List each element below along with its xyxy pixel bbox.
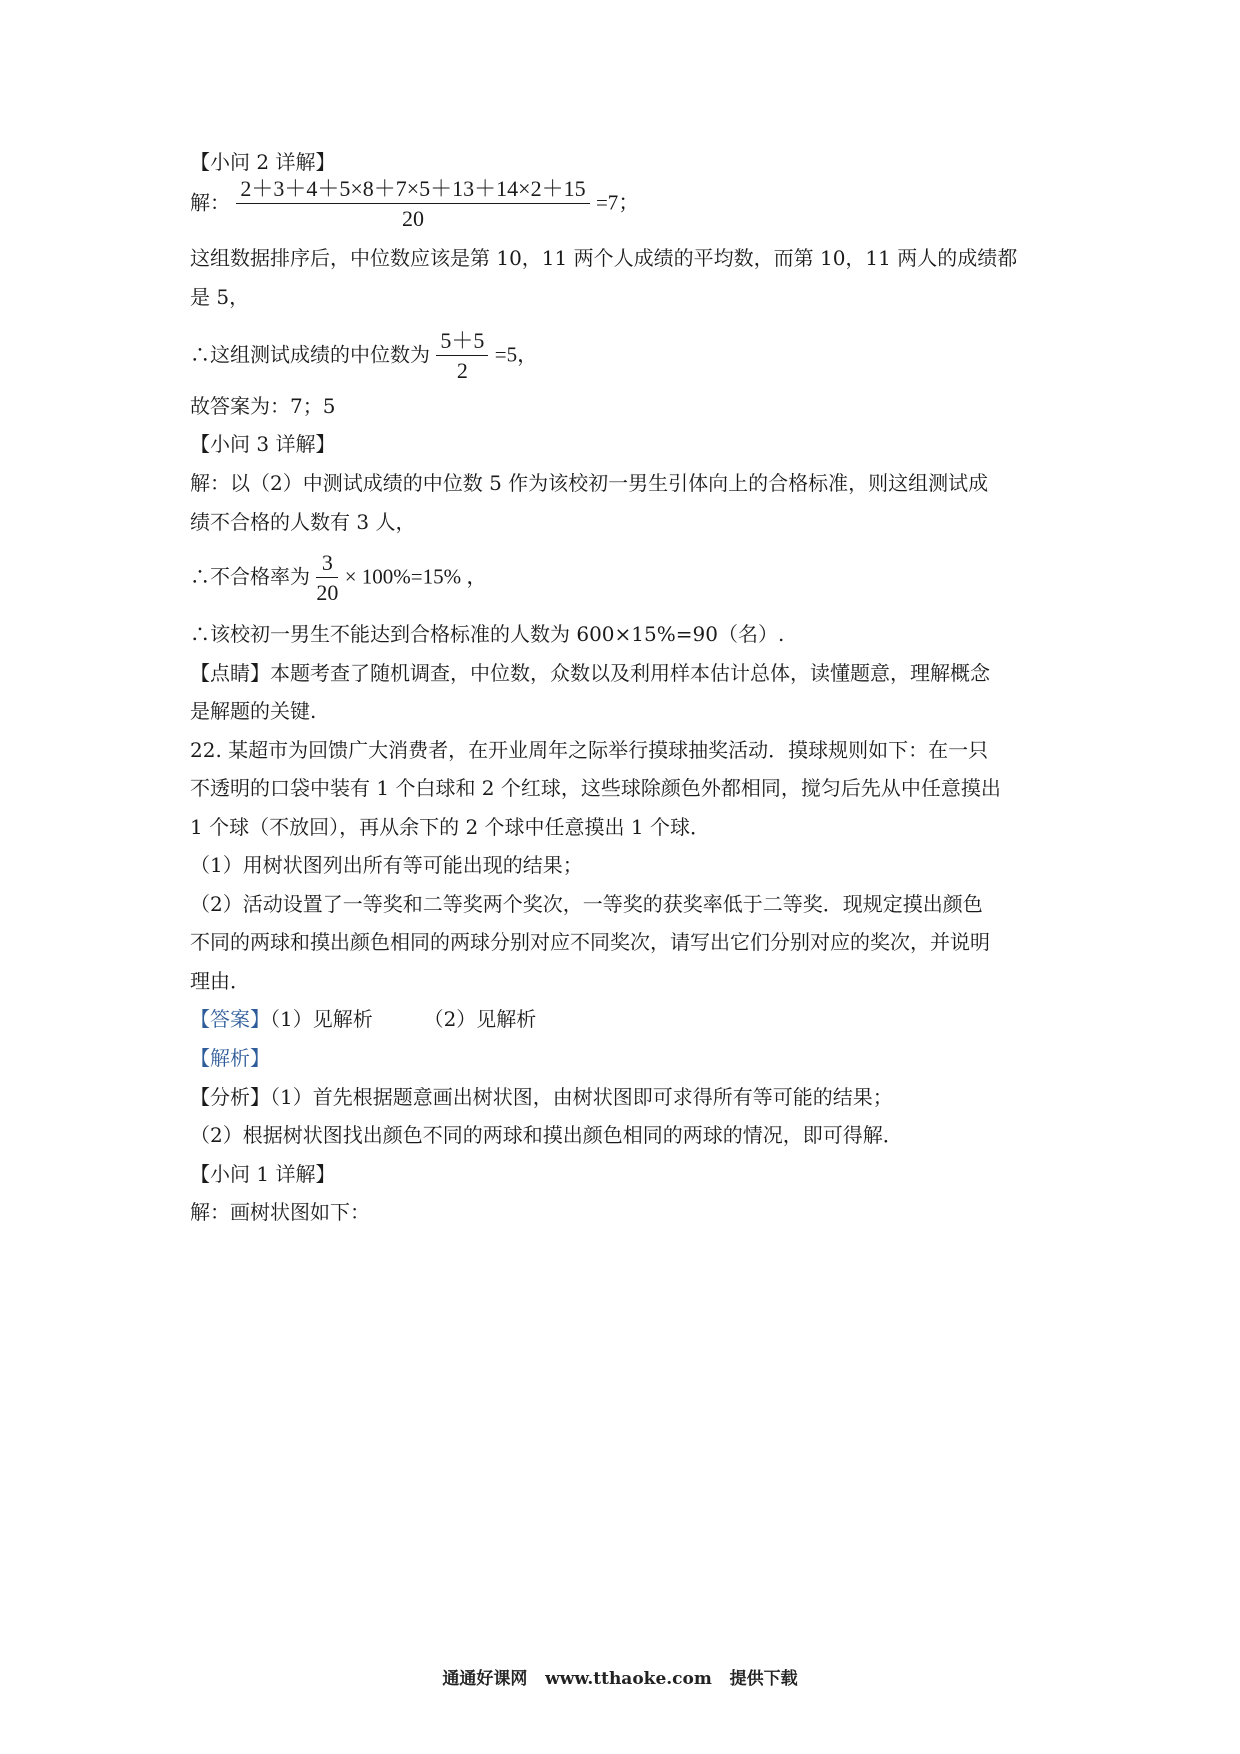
mean-denominator: 20 (401, 206, 424, 231)
answer-row (190, 1007, 536, 1031)
fail-rate-prefix: ∴不合格率为 (190, 564, 310, 589)
mean-numerator: 2＋3＋4＋5×8＋7×5＋13＋14×2＋15 (236, 176, 589, 204)
subquestion-1-header: 【小问 1 详解】 (190, 1162, 336, 1186)
fail-rate-suffix: × 100%=15% ， (344, 564, 488, 589)
fail-rate-numerator: 3 (316, 550, 338, 578)
analysis-line-1: 【分析】（1）首先根据题意画出树状图，由树状图即可求得所有等可能的结果； (190, 1085, 893, 1109)
question-22-line-3: 1 个球（不放回），再从余下的 2 个球中任意摸出 1 个球． (190, 815, 710, 839)
question-22-part-2-line-1: （2）活动设置了一等奖和二等奖两个奖次，一等奖的获奖率低于二等奖．现规定摸出颜色 (190, 892, 983, 916)
q3-text-line-2: 绩不合格的人数有 3 人， (190, 510, 416, 534)
median-text-line-1: 这组数据排序后，中位数应该是第 10，11 两个人成绩的平均数，而第 10，11 两人的成绩都 (190, 246, 1018, 270)
tree-diagram-intro: 解：画树状图如下： (190, 1200, 370, 1224)
comment-line-1: 【点睛】本题考查了随机调查，中位数，众数以及利用样本估计总体，读懂题意，理解概念 (190, 661, 990, 685)
median-fraction (436, 328, 488, 384)
comment-line-2: 是解题的关键. (190, 699, 317, 723)
mean-fraction (236, 176, 589, 232)
question-22-part-1: （1）用树状图列出所有等可能出现的结果； (190, 853, 583, 877)
analysis-line-2: （2）根据树状图找出颜色不同的两球和摸出颜色相同的两球的情况，即可得解． (190, 1123, 903, 1147)
answer-label: 【答案】 (190, 1007, 270, 1031)
fail-rate-fraction (316, 550, 338, 606)
median-equation (190, 328, 538, 384)
mean-suffix: =7； (595, 190, 640, 215)
subquestion-2-header: 【小问 2 详解】 (190, 150, 336, 174)
median-text-line-2: 是 5， (190, 285, 250, 309)
answer-text: （1）见解析 （2）见解析 (270, 1007, 537, 1031)
answer-q2: 故答案为：7；5 (190, 394, 336, 418)
median-denominator: 2 (456, 358, 468, 383)
fail-count: ∴该校初一男生不能达到合格标准的人数为 600×15%=90（名）. (190, 622, 785, 646)
median-prefix: ∴这组测试成绩的中位数为 (190, 342, 430, 367)
analysis-label: 【解析】 (190, 1046, 270, 1070)
question-22-line-1: 22. 某超市为回馈广大消费者，在开业周年之际举行摸球抽奖活动．摸球规则如下：在一只 (190, 738, 989, 762)
question-22-part-2-line-3: 理由． (190, 969, 250, 993)
question-22-line-2: 不透明的口袋中装有 1 个白球和 2 个红球，这些球除颜色外都相同，搅匀后先从中任意摸出 (190, 776, 1001, 800)
median-numerator: 5＋5 (436, 328, 488, 356)
q3-text-line-1: 解：以（2）中测试成绩的中位数 5 作为该校初一男生引体向上的合格标准，则这组测试成 (190, 471, 989, 495)
subquestion-3-header: 【小问 3 详解】 (190, 432, 336, 456)
fail-rate-equation (190, 550, 487, 606)
median-suffix: =5， (494, 342, 539, 367)
mean-prefix: 解： (190, 190, 230, 215)
mean-equation (190, 176, 639, 232)
fail-rate-denominator: 20 (316, 580, 339, 605)
page-footer: 通通好课网 www.tthaoke.com 提供下载 (442, 1669, 798, 1689)
question-22-part-2-line-2: 不同的两球和摸出颜色相同的两球分别对应不同奖次，请写出它们分别对应的奖次，并说明 (190, 930, 990, 954)
